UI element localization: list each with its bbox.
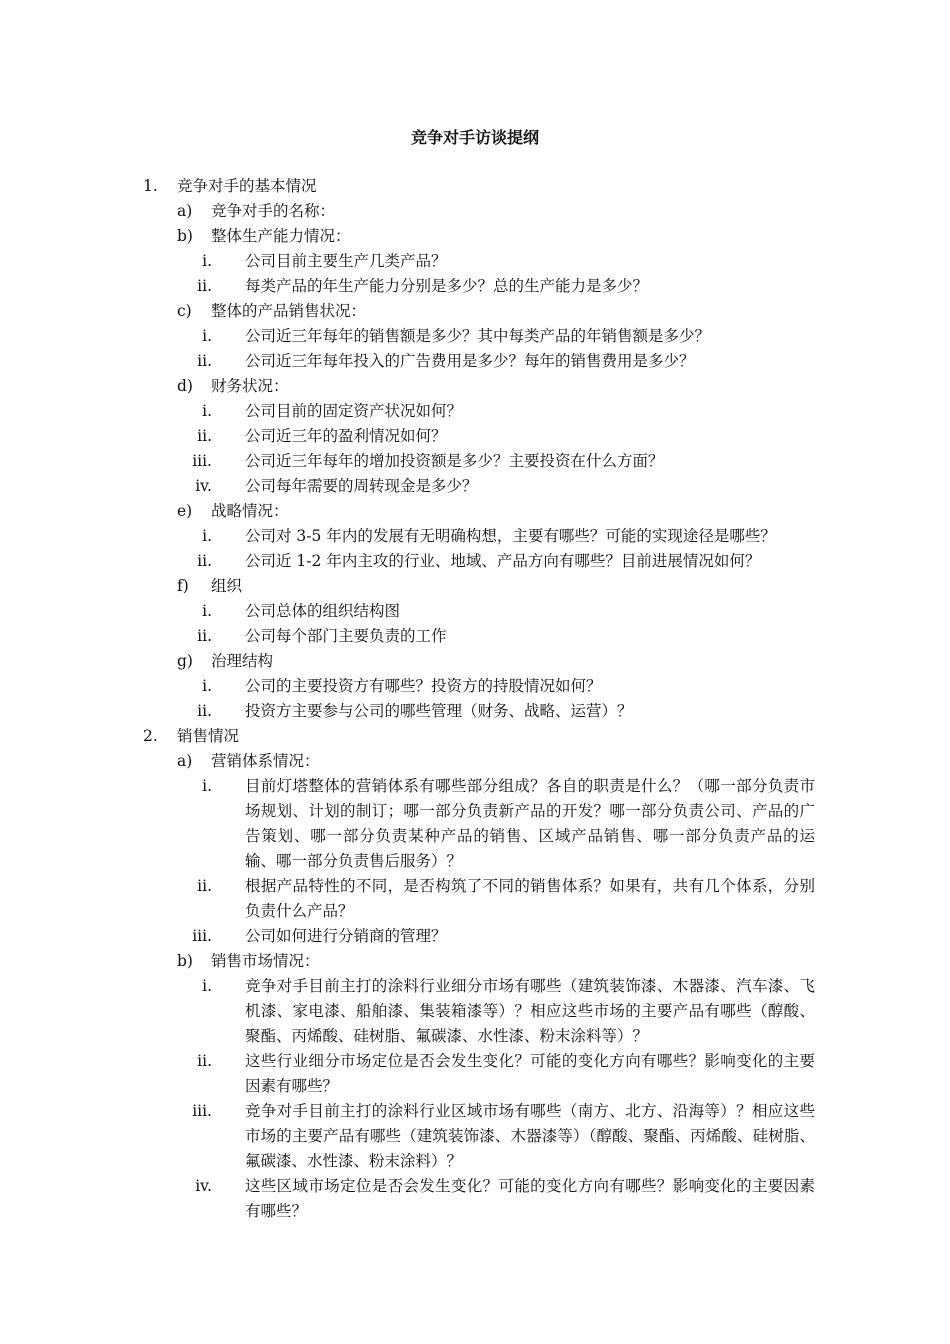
outline-item-level-3 xyxy=(0,274,950,299)
outline-item-text: 这些行业细分市场定位是否会发生变化？可能的变化方向有哪些？影响变化的主要因素有哪些？ xyxy=(245,1052,815,1095)
outline-item-number: iii. xyxy=(192,927,212,945)
outline-item-text: 投资方主要参与公司的哪些管理（财务、战略、运营）？ xyxy=(245,702,633,720)
outline-item-level-2 xyxy=(0,749,950,774)
outline-item-text: 公司目前的固定资产状况如何？ xyxy=(245,402,463,420)
outline-item-level-3 xyxy=(0,1174,950,1224)
outline-item-level-3 xyxy=(0,624,950,649)
outline-item-number: f) xyxy=(177,577,189,595)
outline-item-number: a) xyxy=(177,202,193,220)
outline-item-text: 公司近三年每年投入的广告费用是多少？每年的销售费用是多少？ xyxy=(245,352,695,370)
outline-item-text: 根据产品特性的不同，是否构筑了不同的销售体系？如果有，共有几个体系，分别负责什么产品？ xyxy=(245,877,815,920)
outline-item-level-3 xyxy=(0,599,950,624)
outline-item-text: 公司如何进行分销商的管理？ xyxy=(245,927,447,945)
outline-item-number: i. xyxy=(202,677,212,695)
outline-item-level-3 xyxy=(0,424,950,449)
outline-item-number: ii. xyxy=(197,702,212,720)
outline-item-level-1 xyxy=(0,724,950,749)
outline-item-level-3 xyxy=(0,1049,950,1099)
outline-item-level-3 xyxy=(0,449,950,474)
outline-item-number: i. xyxy=(202,327,212,345)
outline-item-number: iv. xyxy=(195,477,212,495)
outline-item-text: 财务状况： xyxy=(211,377,289,395)
outline-item-text: 公司总体的组织结构图 xyxy=(245,602,401,620)
outline-item-level-3 xyxy=(0,674,950,699)
outline-item-number: i. xyxy=(202,602,212,620)
outline-item-number: d) xyxy=(177,377,193,395)
outline-item-text: 公司近三年每年的销售额是多少？其中每类产品的年销售额是多少？ xyxy=(245,327,711,345)
outline-item-number: b) xyxy=(177,227,193,245)
outline-item-number: i. xyxy=(202,527,212,545)
outline-item-number: iii. xyxy=(192,1102,212,1120)
outline-item-number: ii. xyxy=(197,877,212,895)
outline-item-level-3 xyxy=(0,474,950,499)
outline-item-level-3 xyxy=(0,549,950,574)
outline-item-level-2 xyxy=(0,649,950,674)
outline-item-level-3 xyxy=(0,399,950,424)
outline-item-number: ii. xyxy=(197,552,212,570)
outline-item-number: ii. xyxy=(197,352,212,370)
outline-item-number: i. xyxy=(202,977,212,995)
outline-item-number: ii. xyxy=(197,1052,212,1070)
outline-item-level-2 xyxy=(0,374,950,399)
outline-item-text: 销售情况 xyxy=(177,727,240,745)
outline-item-level-3 xyxy=(0,774,950,874)
outline-item-number: iii. xyxy=(192,452,212,470)
outline-item-level-3 xyxy=(0,874,950,924)
outline-item-level-2 xyxy=(0,199,950,224)
outline-item-text: 每类产品的年生产能力分别是多少？总的生产能力是多少？ xyxy=(245,277,649,295)
outline-item-number: b) xyxy=(177,952,193,970)
outline-item-text: 组织 xyxy=(211,577,243,595)
outline-item-level-2 xyxy=(0,299,950,324)
outline-item-level-3 xyxy=(0,249,950,274)
outline-item-text: 公司每年需要的周转现金是多少？ xyxy=(245,477,478,495)
outline-item-number: ii. xyxy=(197,277,212,295)
outline-item-text: 目前灯塔整体的营销体系有哪些部分组成？各自的职责是什么？（哪一部分负责市场规划、计划的制订；哪一部分负责新产品的开发？哪一部分负责公司、产品的广告策划、哪一部分负责某种产品的销售、区域产品销售、哪一部分负责产品的运输、哪一部分负责售后服务）？ xyxy=(245,777,815,870)
outline-item-text: 公司近三年的盈利情况如何？ xyxy=(245,427,447,445)
outline-item-text: 营销体系情况： xyxy=(211,752,320,770)
outline-item-text: 整体的产品销售状况： xyxy=(211,302,367,320)
outline-item-text: 公司近三年每年的增加投资额是多少？主要投资在什么方面？ xyxy=(245,452,664,470)
outline-item-number: iv. xyxy=(195,1177,212,1195)
outline-item-level-3 xyxy=(0,349,950,374)
outline-item-number: 2. xyxy=(143,727,158,745)
outline-item-number: g) xyxy=(177,652,193,670)
outline-item-number: ii. xyxy=(197,627,212,645)
outline-item-level-3 xyxy=(0,974,950,1049)
outline-item-text: 公司每个部门主要负责的工作 xyxy=(245,627,447,645)
outline-item-level-3 xyxy=(0,1099,950,1174)
outline-item-text: 公司的主要投资方有哪些？投资方的持股情况如何？ xyxy=(245,677,602,695)
document-title: 竞争对手访谈提纲 xyxy=(410,128,539,147)
outline-item-number: a) xyxy=(177,752,193,770)
outline-item-text: 竞争对手目前主打的涂料行业细分市场有哪些（建筑装饰漆、木器漆、汽车漆、飞机漆、家电漆、船舶漆、集装箱漆等）？相应这些市场的主要产品有哪些（醇酸、聚酯、丙烯酸、硅树脂、氟碳漆、水性漆、粉末涂料等）？ xyxy=(245,977,815,1045)
outline-item-text: 竞争对手目前主打的涂料行业区域市场有哪些（南方、北方、沿海等）？相应这些市场的主要产品有哪些（建筑装饰漆、木器漆等）（醇酸、聚酯、丙烯酸、硅树脂、氟碳漆、水性漆、粉末涂料）？ xyxy=(245,1102,815,1170)
outline-item-text: 销售市场情况： xyxy=(211,952,320,970)
outline-item-number: ii. xyxy=(197,427,212,445)
outline-item-level-1 xyxy=(0,174,950,199)
outline-item-text: 公司近 1-2 年内主攻的行业、地域、产品方向有哪些？目前进展情况如何？ xyxy=(245,552,761,570)
outline-item-text: 这些区域市场定位是否会发生变化？可能的变化方向有哪些？影响变化的主要因素有哪些？ xyxy=(245,1177,815,1220)
outline-item-number: 1. xyxy=(143,177,158,195)
outline-item-number: i. xyxy=(202,252,212,270)
outline-item-level-2 xyxy=(0,574,950,599)
outline-item-text: 公司对 3-5 年内的发展有无明确构想，主要有哪些？可能的实现途径是哪些？ xyxy=(245,527,776,545)
outline-item-level-2 xyxy=(0,224,950,249)
outline-item-level-2 xyxy=(0,499,950,524)
outline-item-text: 竞争对手的基本情况 xyxy=(177,177,317,195)
outline-item-text: 公司目前主要生产几类产品？ xyxy=(245,252,447,270)
interview-outline xyxy=(0,174,950,1224)
outline-item-text: 竞争对手的名称： xyxy=(211,202,336,220)
outline-item-number: i. xyxy=(202,777,212,795)
outline-item-level-3 xyxy=(0,324,950,349)
outline-item-text: 治理结构 xyxy=(211,652,274,670)
outline-item-number: c) xyxy=(177,302,192,320)
outline-item-level-3 xyxy=(0,699,950,724)
outline-item-text: 整体生产能力情况： xyxy=(211,227,351,245)
outline-item-level-2 xyxy=(0,949,950,974)
outline-item-number: i. xyxy=(202,402,212,420)
outline-item-level-3 xyxy=(0,924,950,949)
outline-item-text: 战略情况： xyxy=(211,502,289,520)
outline-item-number: e) xyxy=(177,502,193,520)
outline-item-level-3 xyxy=(0,524,950,549)
